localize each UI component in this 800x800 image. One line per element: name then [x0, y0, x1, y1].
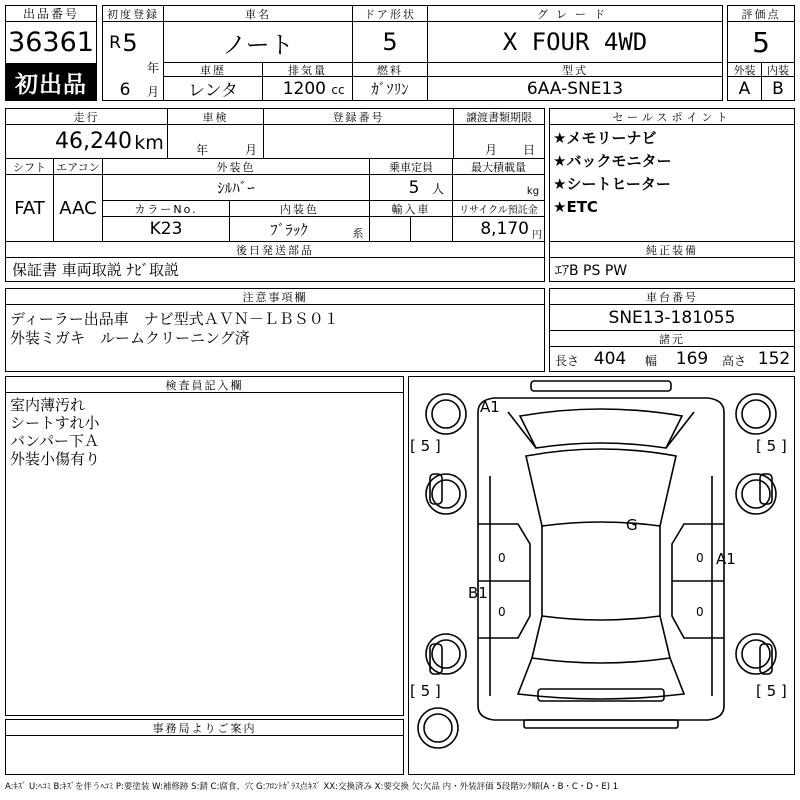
aircon-label: エアコン [53, 158, 103, 175]
equipment-value: ｴｱB PS PW [555, 262, 628, 279]
mileage-unit: km [134, 131, 164, 154]
color-no-value: K23 [149, 219, 183, 239]
max-load-unit: kg [526, 185, 540, 197]
aircon-value: AAC [59, 197, 97, 219]
width-label: 幅 [644, 353, 657, 368]
damage-mark-front: A1 [480, 398, 500, 416]
int-color-suffix: 系 [352, 227, 364, 240]
capacity-unit: 人 [431, 181, 444, 196]
first-reg-label: 初度登録 [102, 5, 164, 22]
history-value: レンタ [188, 81, 238, 101]
reg-month: 6 [119, 80, 131, 100]
import-box [369, 216, 453, 242]
door-label: ドア形状 [352, 5, 428, 22]
sales-point-3: ★シートヒーター [553, 175, 671, 193]
score-value: 5 [752, 25, 770, 59]
inspection-label: 車検 [167, 108, 264, 125]
ext-color-value: ｼﾙﾊﾞｰ [217, 179, 255, 197]
inspector-line-1: 室内薄汚れ [10, 396, 86, 414]
office-label: 事務局よりご案内 [5, 719, 404, 736]
equipment-label: 純正装備 [549, 241, 795, 258]
car-name-label: 車名 [163, 5, 353, 22]
capacity-value: 5 [408, 177, 420, 198]
grade-value: X FOUR 4WD [502, 28, 648, 56]
recycle-value: 8,170 [480, 219, 529, 239]
shift-label: シフト [5, 158, 54, 175]
length-value: 404 [593, 349, 627, 369]
tire-mark-rr: [ 5 ] [756, 682, 787, 700]
grade-label: グレード [427, 5, 723, 22]
reg-year: 5 [122, 29, 138, 57]
door-value: 5 [382, 28, 398, 56]
legend: A:ｷｽﾞ U:ﾍｺﾐ B:ｷｽﾞを伴うﾍｺﾐ P:要塗装 W:補修跡 S:錆 C:腐食、穴 G:ﾌﾛﾝﾄｶﾞﾗｽ点ｷｽﾞ XX:交換済み X:要交換 欠:欠品 内・外装評価 5段階ﾗﾝｸ順(A・B・C・D・E) 1 [5, 782, 619, 792]
inspection-year: 年 [195, 142, 208, 157]
zero-1: 0 [498, 551, 506, 565]
int-color-value: ﾌﾞﾗｯｸ [270, 220, 308, 239]
displacement-unit: cc [331, 83, 345, 97]
sales-point-4: ★ETC [553, 198, 598, 216]
year-unit: 年 [146, 60, 159, 75]
damage-mark-left: B1 [468, 584, 488, 602]
notes-label: 注意事項欄 [5, 288, 545, 305]
reg-number-box [263, 124, 454, 159]
model-value: 6AA-SNE13 [526, 78, 624, 99]
notes-line-2: 外装ミガキ ルームクリーニング済 [10, 329, 250, 347]
zero-4: 0 [696, 605, 704, 619]
month-unit: 月 [146, 84, 159, 99]
lot-number-label: 出品番号 [22, 7, 79, 21]
width-value: 169 [675, 349, 709, 369]
int-color-label: 内装色 [229, 200, 370, 217]
damage-mark-windshield: G [626, 516, 638, 534]
max-load-label: 最大積載量 [452, 158, 545, 175]
zero-2: 0 [696, 551, 704, 565]
chassis-label: 車台番号 [549, 288, 795, 305]
score-label: 評価点 [727, 5, 795, 22]
chassis-value: SNE13-181055 [608, 307, 736, 328]
transfer-month: 月 [484, 142, 497, 157]
sales-points-label: セールスポイント [549, 108, 795, 125]
later-docs-label: 後日発送部品 [5, 241, 545, 258]
fuel-label: 燃料 [352, 62, 428, 77]
era: R [109, 33, 121, 53]
height-label: 高さ [721, 353, 746, 368]
mileage-value: 46,240 [55, 129, 132, 154]
displacement-label: 排気量 [262, 62, 353, 77]
inspector-line-4: 外装小傷有り [10, 450, 101, 468]
dims-label: 諸元 [549, 330, 795, 347]
exterior-label: 外装 [727, 62, 762, 77]
model-label: 型式 [427, 62, 723, 77]
office-box [5, 735, 404, 775]
recycle-unit: 円 [532, 229, 542, 241]
transfer-day: 日 [522, 142, 535, 157]
inspection-month: 月 [244, 142, 257, 157]
sales-point-1: ★メモリーナビ [553, 129, 657, 147]
height-value: 152 [757, 349, 791, 369]
first-listing-badge: 初出品 [15, 71, 87, 98]
color-no-label: カラーNo. [102, 200, 230, 217]
recycle-label: リサイクル預託金 [452, 200, 545, 217]
displacement-value: 1200 [282, 78, 326, 99]
import-label: 輸入車 [369, 200, 453, 217]
tire-mark-rl: [ 5 ] [410, 682, 441, 700]
inspector-label: 検査員記入欄 [5, 376, 404, 393]
transfer-deadline-label: 譲渡書類期限 [453, 108, 545, 125]
mileage-label: 走行 [5, 108, 168, 125]
import-divider [410, 216, 411, 242]
length-label: 長さ [554, 353, 579, 368]
interior-label: 内装 [761, 62, 795, 77]
history-label: 車歴 [163, 62, 263, 77]
capacity-label: 乗車定員 [369, 158, 453, 175]
sales-point-2: ★バックモニター [553, 152, 672, 170]
ext-color-label: 外装色 [102, 158, 370, 175]
tire-mark-fl: [ 5 ] [410, 437, 441, 455]
fuel-value: ｶﾞｿﾘﾝ [371, 80, 409, 98]
damage-mark-right: A1 [716, 550, 736, 568]
notes-line-1: ディーラー出品車 ナビ型式ＡＶＮ－ＬＢＳ０１ [10, 310, 339, 328]
shift-value: FAT [14, 197, 45, 219]
zero-3: 0 [498, 605, 506, 619]
exterior-value: A [738, 78, 751, 99]
later-docs-value: 保証書 車両取説 ﾅﾋﾞ取説 [12, 261, 180, 279]
inspector-line-3: バンパー下Ａ [10, 432, 99, 450]
lot-number: 36361 [8, 27, 94, 58]
car-name: ノート [222, 30, 294, 59]
inspector-line-2: シートすれ小 [10, 414, 100, 432]
reg-number-label: 登録番号 [263, 108, 454, 125]
interior-value: B [772, 78, 784, 99]
car-diagram [408, 376, 795, 775]
tire-mark-fr: [ 5 ] [756, 437, 787, 455]
